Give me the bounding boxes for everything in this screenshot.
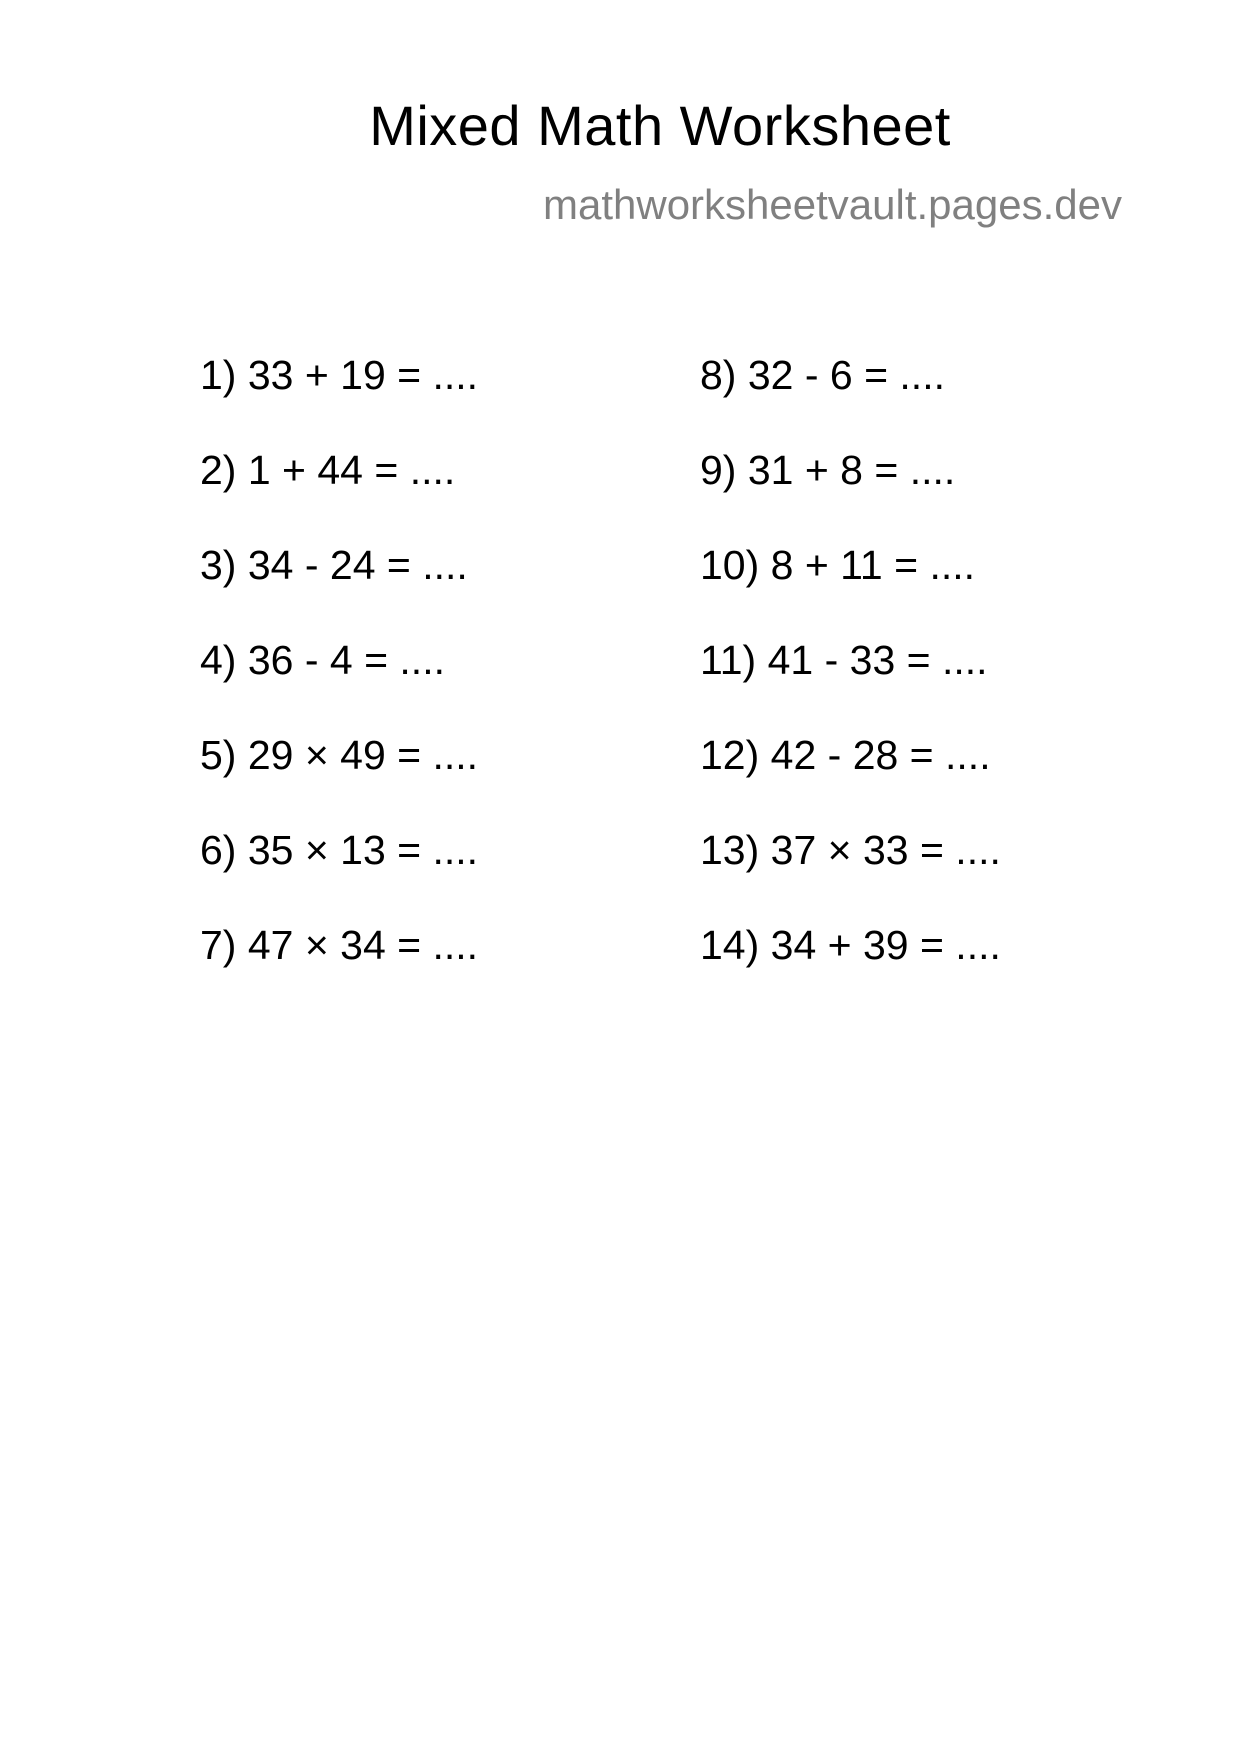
problem-8: 8) 32 - 6 = ....	[700, 352, 945, 398]
problem-10: 10) 8 + 11 = ....	[700, 542, 976, 588]
problem-9: 9) 31 + 8 = ....	[700, 447, 956, 493]
problem-3: 3) 34 - 24 = ....	[200, 542, 468, 588]
page-title: Mixed Math Worksheet	[369, 94, 951, 157]
problem-5: 5) 29 × 49 = ....	[200, 732, 479, 778]
problem-14: 14) 34 + 39 = ....	[700, 922, 1001, 968]
website-url: mathworksheetvault.pages.dev	[543, 181, 1122, 228]
problem-11: 11) 41 - 33 = ....	[700, 637, 988, 683]
problem-6: 6) 35 × 13 = ....	[200, 827, 479, 873]
problems-right-column	[700, 352, 1001, 1020]
problems-left-column	[200, 352, 479, 1020]
problem-1: 1) 33 + 19 = ....	[200, 352, 479, 398]
problem-7: 7) 47 × 34 = ....	[200, 922, 479, 968]
problem-12: 12) 42 - 28 = ....	[700, 732, 991, 778]
problem-13: 13) 37 × 33 = ....	[700, 827, 1001, 873]
problem-4: 4) 36 - 4 = ....	[200, 637, 445, 683]
problem-2: 2) 1 + 44 = ....	[200, 447, 456, 493]
